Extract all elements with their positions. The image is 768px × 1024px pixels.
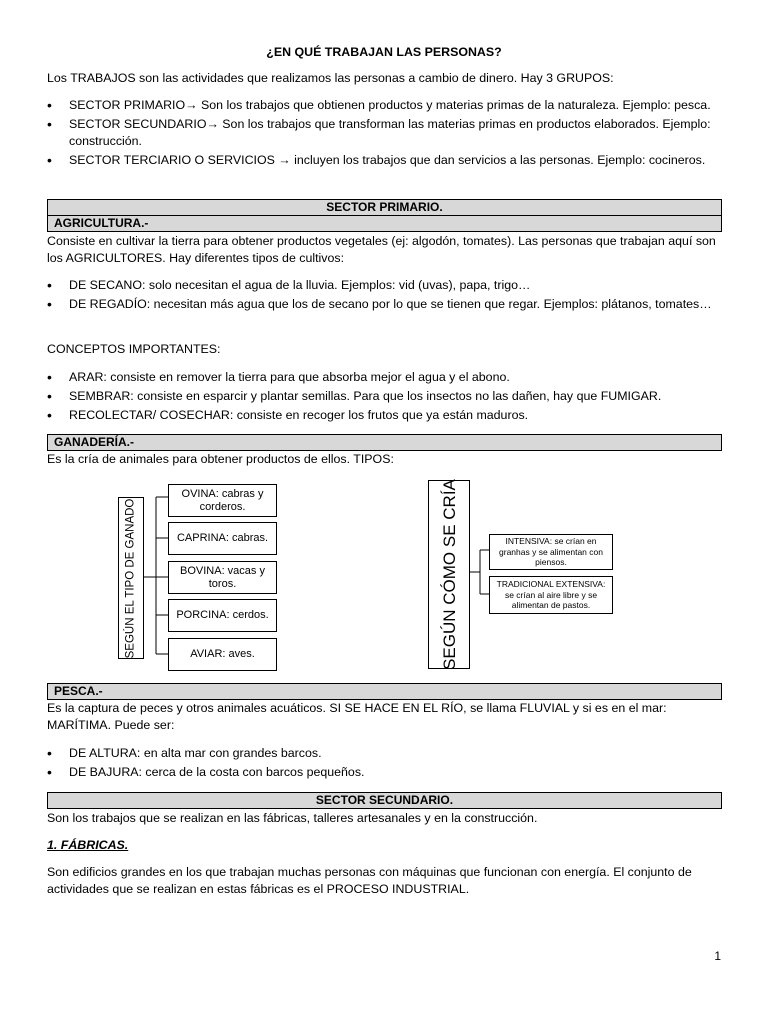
agricultura-text: Consiste en cultivar la tierra para obtener productos vegetales (ej: algodón, tomates). Las personas que trabajan aquí son los AGRICULTORES. Hay diferentes tipos de cultivos: [47,234,716,265]
list-item: • DE REGADÍO: necesitan más agua que los de secano por lo que se tienen que regar. Ejemplos: plátanos, tomates… [47,296,727,313]
list-item: • RECOLECTAR/ COSECHAR: consiste en recoger los frutos que ya están maduros. [47,407,727,424]
section-header-secundario: SECTOR SECUNDARIO. [47,792,722,809]
diagram-item: AVIAR: aves. [168,638,277,671]
intro-paragraph: Los TRABAJOS son las actividades que realizamos las personas a cambio de dinero. Hay 3 GRUPOS: [47,71,614,85]
diagram-right-label: SEGÚN CÓMO SE CRÍA [428,480,470,669]
fabricas-text: Son edificios grandes en los que trabajan muchas personas con máquinas que funcionan con energía. El conjunto de actividades que se realizan en estas fábricas es el PROCESO INDUSTRIAL. [47,865,692,896]
list-item: • SECTOR TERCIARIO O SERVICIOS → incluyen los trabajos que dan servicios a las personas. Ejemplo: cocineros. [47,152,727,169]
subsection-label: GANADERÍA.- [54,435,134,449]
pesca-list [47,745,727,781]
diagram-item: TRADICIONAL EXTENSIVA: se crían al aire libre y se alimentan de pastos. [489,576,613,614]
secundario-text: Son los trabajos que se realizan en las fábricas, talleres artesanales y en la construcción. [47,811,538,825]
list-item: • SEMBRAR: consiste en esparcir y plantar semillas. Para que los insectos no las dañen, hay que FUMIGAR. [47,388,727,405]
diagram-item: INTENSIVA: se crían en granhas y se alimentan con piensos. [489,534,613,570]
pesca-text: Es la captura de peces y otros animales acuáticos. SI SE HACE EN EL RÍO, se llama FLUVIAL y si es en el mar: MARÍTIMA. Puede ser: [47,701,667,732]
list-item: • SECTOR SECUNDARIO→ Son los trabajos que transforman las materias primas en productos elaborados. Ejemplo: construcción. [47,116,727,150]
diagram-left-label: SEGÚN EL TIPO DE GANADO [118,497,144,659]
diagram-item: CAPRINA: cabras. [168,522,277,555]
page-number: 1 [714,949,721,963]
diagram-item: PORCINA: cerdos. [168,599,277,632]
list-item: • ARAR: consiste en remover la tierra para que absorba mejor el agua y el abono. [47,369,727,386]
page-title: ¿EN QUÉ TRABAJAN LAS PERSONAS? [266,45,502,59]
fabricas-heading-wrap [47,837,727,854]
subsection-label: AGRICULTURA.- [54,216,149,230]
subsection-label: PESCA.- [54,684,103,698]
diagram-item: OVINA: cabras y corderos. [168,484,277,517]
list-item: • DE BAJURA: cerca de la costa con barcos pequeños. [47,764,727,781]
list-item: • DE ALTURA: en alta mar con grandes barcos. [47,745,727,762]
list-item: • SECTOR PRIMARIO→ Son los trabajos que obtienen productos y materias primas de la naturaleza. Ejemplo: pesca. [47,97,727,114]
subsection-header-pesca [47,683,722,700]
fabricas-heading: 1. FÁBRICAS. [47,838,129,852]
ganaderia-text: Es la cría de animales para obtener productos de ellos. TIPOS: [47,452,394,466]
section-header-primario: SECTOR PRIMARIO. [47,199,722,216]
list-item: • DE SECANO: solo necesitan el agua de la lluvia. Ejemplos: vid (uvas), papa, trigo… [47,277,727,294]
diagram-item: BOVINA: vacas y toros. [168,561,277,594]
concepts-heading: CONCEPTOS IMPORTANTES: [47,342,221,356]
